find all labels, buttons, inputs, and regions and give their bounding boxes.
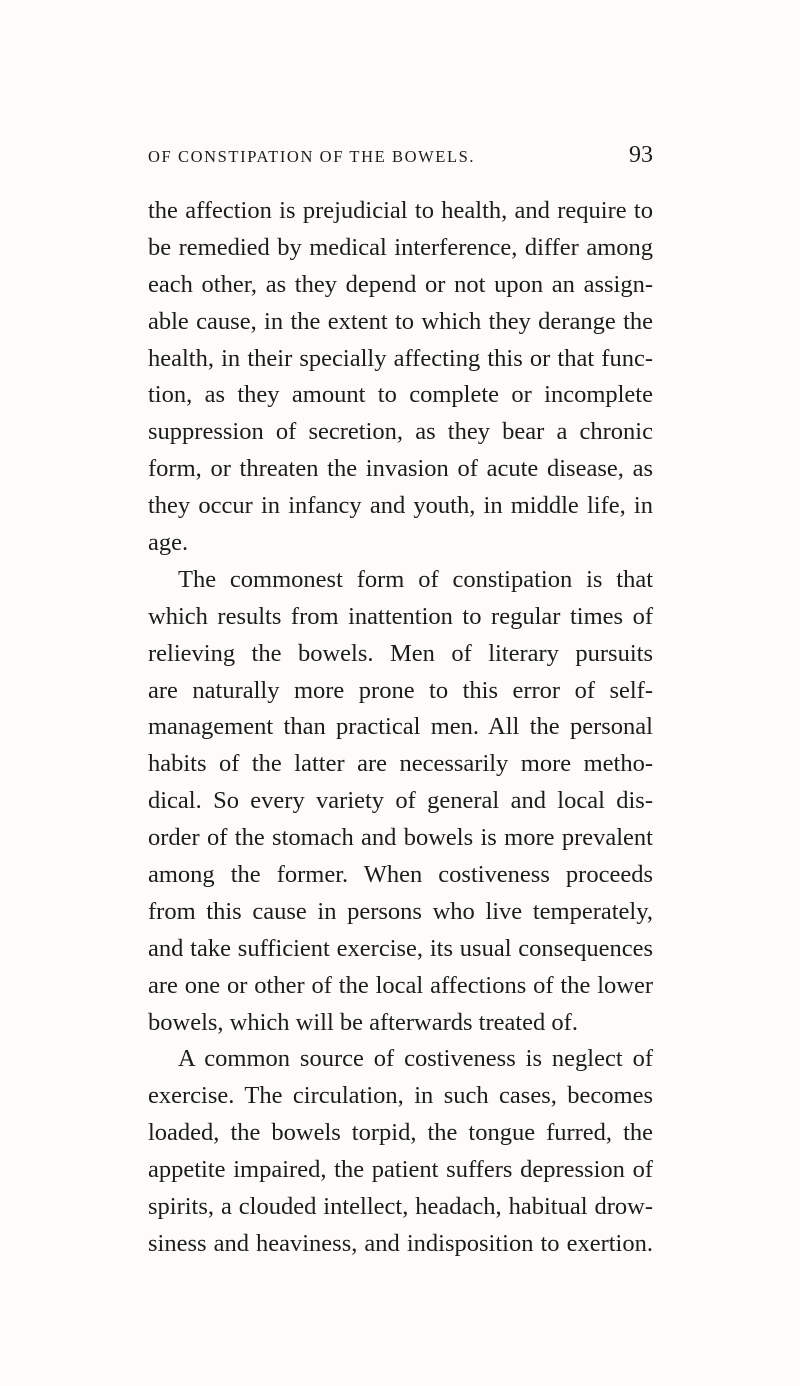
paragraph-start-line: A common source of costiveness is neglect of [178, 1045, 653, 1073]
text-line: appetite impaired, the patient suffers depression of [148, 1156, 653, 1184]
running-head [148, 142, 653, 172]
text-line: spirits, a clouded intellect, headach, habitual drow- [148, 1193, 653, 1221]
text-line: among the former. When costiveness proceeds [148, 861, 653, 889]
text-line: be remedied by medical interference, differ among [148, 233, 653, 261]
text-line: relieving the bowels. Men of literary pursuits [148, 639, 653, 667]
text-line: order of the stomach and bowels is more prevalent [148, 824, 653, 852]
text-line: the affection is prejudicial to health, and require to [148, 197, 653, 224]
text-line: health, in their specially affecting this or that func- [148, 344, 653, 372]
paragraph-end-line: bowels, which will be afterwards treated of. [148, 1008, 578, 1036]
page-number: 93 [629, 142, 653, 168]
text-line: are one or other of the local affections of the lower [148, 971, 653, 999]
text-line: suppression of secretion, as they bear a chronic [148, 418, 653, 446]
body-text [148, 193, 653, 1263]
text-line: able cause, in the extent to which they derange the [148, 307, 653, 335]
text-line: management than practical men. All the personal [148, 713, 653, 741]
text-line: loaded, the bowels torpid, the tongue furred, the [148, 1119, 653, 1147]
text-line: form, or threaten the invasion of acute disease, as [148, 455, 653, 483]
paragraph-start-line: The commonest form of constipation is that [178, 565, 653, 593]
text-line: are naturally more prone to this error of self- [148, 676, 653, 704]
text-line: which results from inattention to regular times of [148, 602, 653, 630]
text-line: habits of the latter are necessarily more metho- [148, 750, 653, 778]
paragraph-end-line: age. [148, 529, 189, 557]
text-line: they occur in infancy and youth, in middle life, in [148, 492, 653, 520]
text-line: exercise. The circulation, in such cases, becomes [148, 1082, 653, 1110]
running-title: OF CONSTIPATION OF THE BOWELS. [148, 147, 476, 166]
text-line: tion, as they amount to complete or incomplete [148, 381, 653, 409]
text-line: siness and heaviness, and indisposition to exertion. [148, 1229, 653, 1257]
text-line: each other, as they depend or not upon an assign- [148, 270, 653, 298]
text-line: from this cause in persons who live temperately, [148, 897, 653, 925]
text-line: dical. So every variety of general and local dis- [148, 787, 653, 815]
text-line: and take sufficient exercise, its usual consequences [148, 934, 653, 962]
